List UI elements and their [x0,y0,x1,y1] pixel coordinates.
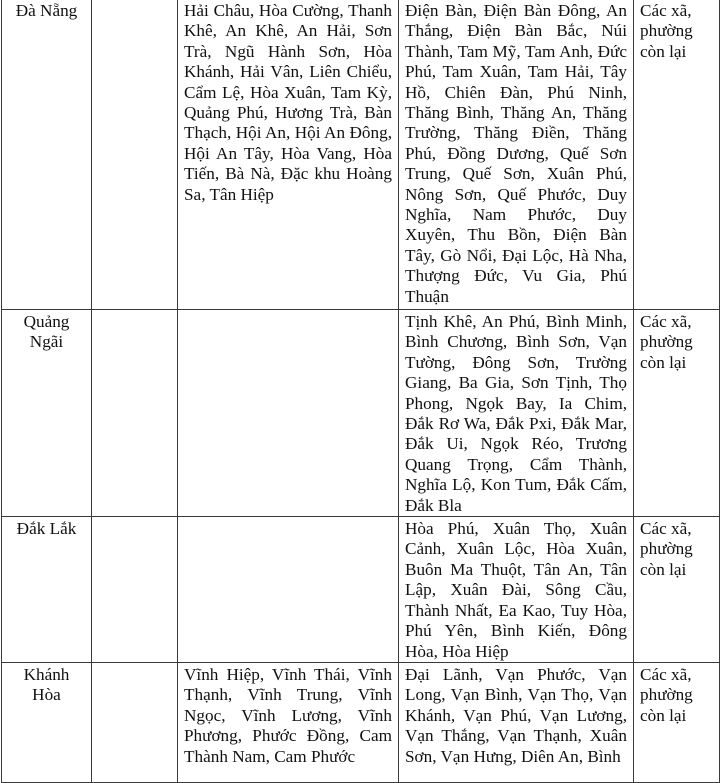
empty-cell [92,310,178,517]
wards-cell [178,0,399,310]
communes-cell [399,517,634,663]
province-cell [2,517,92,663]
remaining-text: Các xã, phường còn lại [640,1,693,61]
empty-cell [92,0,178,310]
communes-list: Hòa Phú, Xuân Thọ, Xuân Cảnh, Xuân Lộc, Hòa Xuân, Buôn Ma Thuột, Tân An, Tân Lập, Xuân Đài, Sông Cầu, Thành Nhất, Ea Kao, Tuy Hòa, Phú Yên, Bình Kiến, Đông Hòa, Hòa Hiệp [405,519,627,661]
table-row-quang-ngai [2,310,720,517]
administrative-units-table [1,0,720,783]
wards-list: Vĩnh Hiệp, Vĩnh Thái, Vĩnh Thạnh, Vĩnh Trung, Vĩnh Ngọc, Vĩnh Lương, Vĩnh Phương, Phước Đồng, Cam Thành Nam, Cam Phước [184,664,392,766]
province-cell [2,310,92,517]
remaining-cell [634,310,720,517]
province-name: Đắk Lắk [16,519,77,539]
province-name: Quảng Ngãi [23,312,70,352]
empty-cell [92,517,178,663]
province-cell [2,0,92,310]
wards-cell [178,517,399,663]
remaining-text: Các xã, phường còn lại [640,312,693,372]
wards-cell [178,662,399,782]
communes-list: Tịnh Khê, An Phú, Bình Minh, Bình Chương, Bình Sơn, Vạn Tường, Đông Sơn, Trường Giang, Ba Gia, Sơn Tịnh, Thọ Phong, Ngọk Bay, Ia Chim, Đắk Rơ Wa, Đắk Pxi, Đắk Mar, Đắk Ui, Ngọk Réo, Trương Quang Trọng, Cẩm Thành, Nghĩa Lộ, Kon Tum, Đắk Cấm, Đắk Bla [405,312,627,515]
province-name: Khánh Hòa [23,664,70,705]
wards-list: Hải Châu, Hòa Cường, Thanh Khê, An Khê, An Hải, Sơn Trà, Ngũ Hành Sơn, Hòa Khánh, Hải Vân, Liên Chiểu, Cẩm Lệ, Hòa Xuân, Tam Kỳ, Quảng Phú, Hương Trà, Bàn Thạch, Hội An, Hội An Đông, Hội An Tây, Hòa Vang, Hòa Tiến, Bà Nà, Đặc khu Hoàng Sa, Tân Hiệp [184,1,392,204]
communes-cell [399,310,634,517]
communes-cell [399,662,634,782]
table-row-khanh-hoa [2,662,720,782]
empty-cell [92,662,178,782]
table-row-da-nang [2,0,720,310]
wards-cell [178,310,399,517]
communes-list: Đại Lãnh, Vạn Phước, Vạn Long, Vạn Bình, Vạn Thọ, Vạn Khánh, Vạn Phú, Vạn Lương, Vạn Thắng, Vạn Thạnh, Xuân Sơn, Vạn Hưng, Diên An, Bình [405,664,627,766]
remaining-cell [634,0,720,310]
province-name: Đà Nẵng [15,1,78,20]
remaining-text: Các xã, phường còn lại [640,664,693,725]
communes-list: Điện Bàn, Điện Bàn Đông, An Thắng, Điện Bàn Bắc, Núi Thành, Tam Mỹ, Tam Anh, Đức Phú, Tam Xuân, Tam Hải, Tây Hồ, Chiên Đàn, Phú Ninh, Thăng Bình, Thăng An, Thăng Trường, Thăng Điền, Thăng Phú, Đồng Dương, Quế Sơn Trung, Quế Sơn, Xuân Phú, Nông Sơn, Quế Phước, Duy Nghĩa, Nam Phước, Duy Xuyên, Thu Bồn, Điện Bàn Tây, Gò Nổi, Đại Lộc, Hà Nha, Thượng Đức, Vu Gia, Phú Thuận [405,1,627,306]
communes-cell [399,0,634,310]
remaining-cell [634,662,720,782]
remaining-cell [634,517,720,663]
remaining-text: Các xã, phường còn lại [640,519,693,579]
table-row-dak-lak [2,517,720,663]
province-cell [2,662,92,782]
